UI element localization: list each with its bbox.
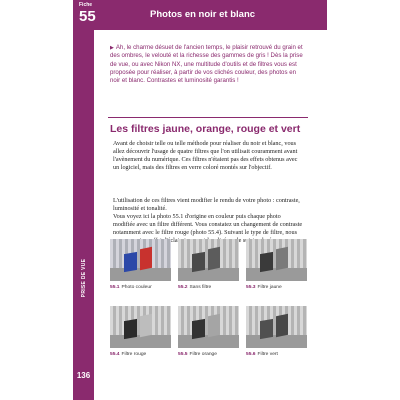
figure-number: 55.2 (178, 285, 188, 290)
gray-object (140, 314, 152, 338)
figure-sans-filtre (178, 239, 239, 281)
gray-object (260, 319, 273, 339)
figure-caption-text: Filtre rouge (121, 352, 147, 357)
figure-caption (110, 352, 174, 357)
triangle-bullet-icon: ▶ (110, 45, 114, 51)
gray-object (276, 247, 288, 271)
figure-caption (246, 285, 310, 290)
gray-object (276, 314, 288, 338)
figure-filtre-orange (178, 306, 239, 348)
figure-caption (178, 285, 242, 290)
side-bar (73, 0, 94, 400)
gray-object (260, 252, 273, 272)
blue-object (124, 252, 137, 272)
gray-object (192, 252, 205, 272)
body-paragraph: L'utilisation de ces filtres vient modifier le rendu de votre photo : contraste, luminosité et tonalité. (113, 197, 300, 213)
body-paragraph: Vous voyez ici la photo 55.1 d'origine en couleur puis chaque photo modifiée avec un filtre différent. Vous constatez un changement de contraste notamment avec le filtre rouge (photo 55.4). Suivant le type de filtre, nous le (113, 213, 303, 245)
section-heading: Les filtres jaune, orange, rouge et vert (110, 123, 301, 135)
figure-number: 55.6 (246, 352, 256, 357)
side-section-label (73, 248, 94, 308)
figure-caption (110, 285, 174, 290)
intro-text: Ah, le charme désuet de l'ancien temps, le plaisir retrouvé du grain et des ombres, le velouté et la richesse des gammes de gris ! Dès la prise de vue, ou avec Nikon NX, une multitude d'outils et de filtres vous est proposée pour réaliser, à partir de vos clichés couleur, des photos en noir et blanc. Contrastes et luminosité garantis ! (110, 44, 303, 85)
figure-photo-couleur (110, 239, 171, 281)
side-section-label-text: PRISE DE VUE (80, 258, 87, 298)
figure-filtre-vert (246, 306, 307, 348)
body-paragraph: Avant de choisir telle ou telle méthode pour réaliser du noir et blanc, vous allez découvrir l'usage de quatre filtres que l'on utilisait couramment avant l'avènement du numérique. Ces filtres n'étaient pas des effets obtenus avec un logiciel, mais des filtres en verre coloré montés sur l'objectif. (113, 140, 298, 172)
figure-number: 55.5 (178, 352, 188, 357)
figure-caption-text: Filtre orange (189, 352, 217, 357)
divider (108, 117, 308, 118)
figure-caption-text: Sans filtre (189, 285, 212, 290)
gray-object (124, 319, 137, 339)
figure-filtre-rouge (110, 306, 171, 348)
red-object (140, 247, 152, 271)
fiche-label: Fiche (79, 2, 93, 8)
figure-filtre-jaune (246, 239, 307, 281)
figure-caption (246, 352, 310, 357)
page-title: Photos en noir et blanc (150, 9, 256, 20)
gray-object (208, 247, 220, 271)
gray-object (208, 314, 220, 338)
figure-caption-text: Filtre jaune (257, 285, 282, 290)
page-number: 136 (76, 371, 91, 380)
figure-number: 55.3 (246, 285, 256, 290)
figure-caption (178, 352, 242, 357)
figure-caption-text: Filtre vert (257, 352, 278, 357)
figure-number: 55.1 (110, 285, 120, 290)
fiche-number: 55 (79, 8, 96, 25)
intro-paragraph (110, 44, 305, 85)
gray-object (192, 319, 205, 339)
figure-caption-text: Photo couleur (121, 285, 152, 290)
figure-number: 55.4 (110, 352, 120, 357)
